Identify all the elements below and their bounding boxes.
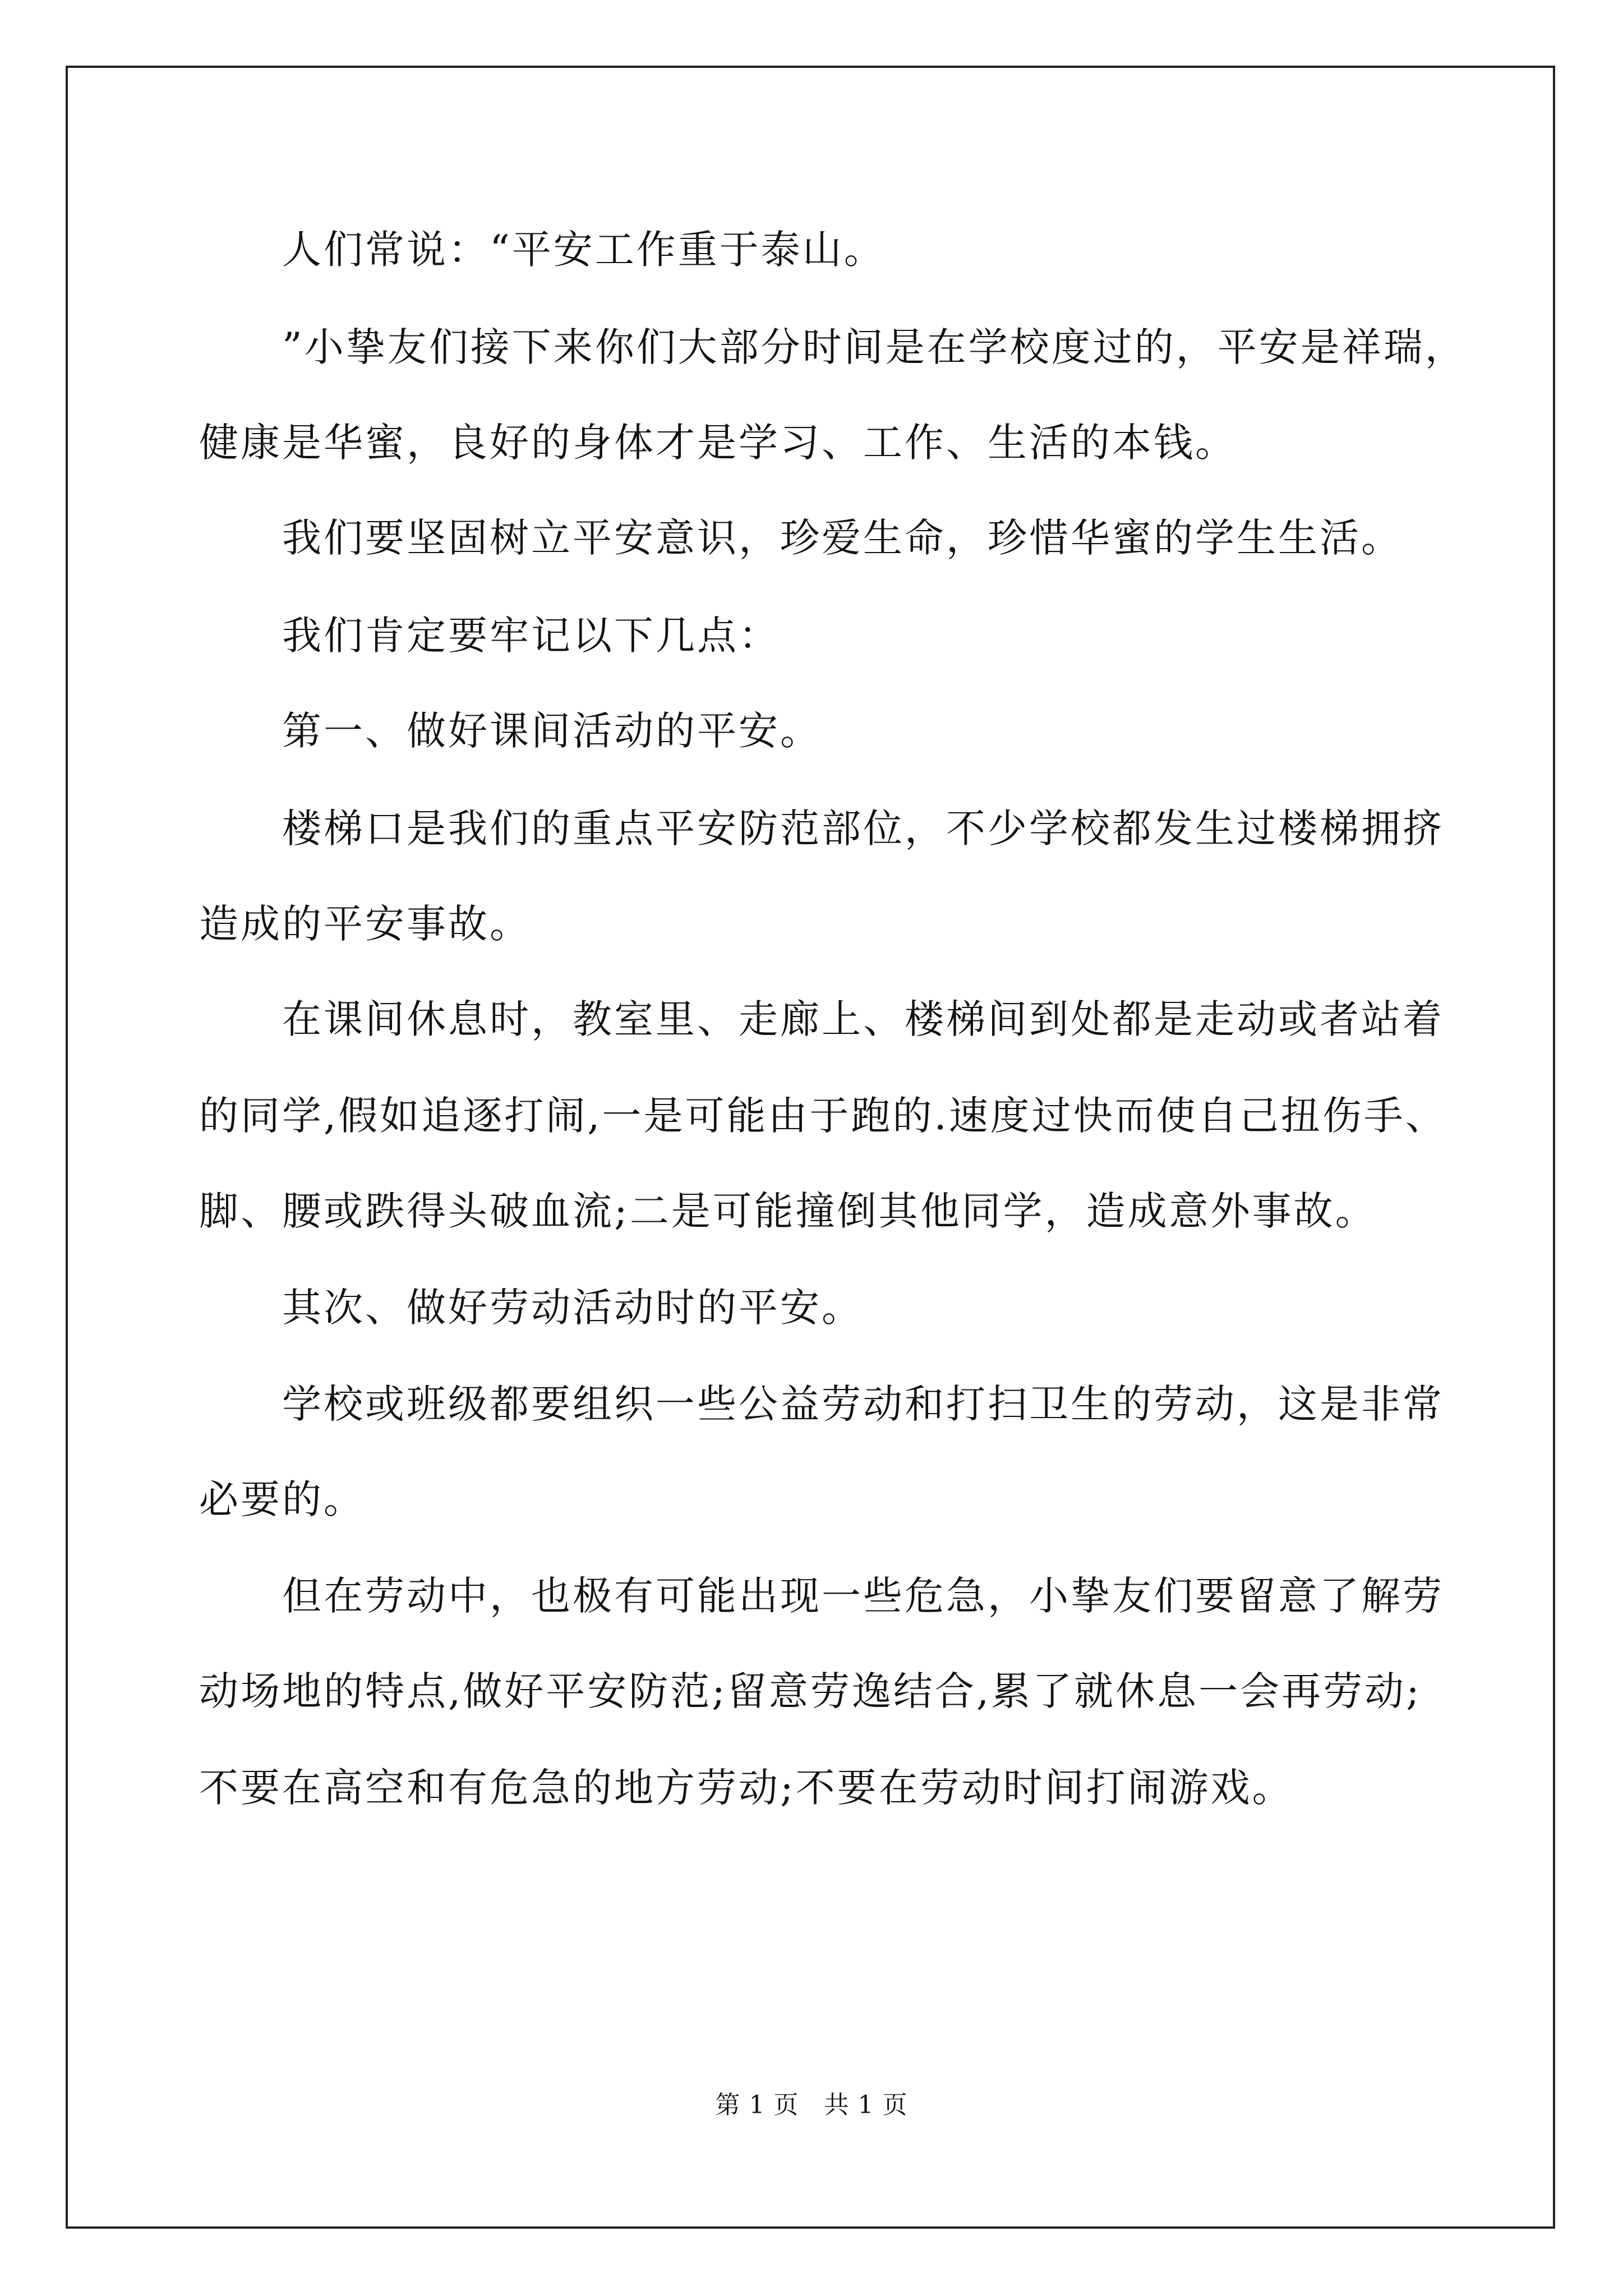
text-line: ”小挚友们接下来你们大部分时间是在学校度过的，平安是祥瑞， (282, 324, 1467, 370)
page-border (66, 66, 1555, 2229)
text-line: 造成的平安事故。 (199, 901, 531, 947)
text-line: 必要的。 (199, 1476, 365, 1522)
text-line: 我们肯定要牢记以下几点： (282, 613, 780, 659)
text-line: 第一、做好课间活动的平安。 (282, 708, 822, 754)
text-line: 脚、腰或跌得头破血流;二是可能撞倒其他同学，造成意外事故。 (199, 1188, 1377, 1234)
text-line: 其次、做好劳动活动时的平安。 (282, 1285, 863, 1331)
text-line: 动场地的特点,做好平安防范;留意劳逸结合,累了就休息一会再劳动; (199, 1668, 1422, 1714)
text-line: 在课间休息时，教室里、走廊上、楼梯间到处都是走动或者站着 (282, 996, 1444, 1042)
page-number-footer: 第 1 页 共 1 页 (715, 2091, 908, 2119)
text-line: 但在劳动中，也极有可能出现一些危急，小挚友们要留意了解劳 (282, 1573, 1444, 1619)
text-line: 不要在高空和有危急的地方劳动;不要在劳动时间打闹游戏。 (199, 1765, 1294, 1811)
text-line: 健康是华蜜，良好的身体才是学习、工作、生活的本钱。 (199, 420, 1237, 466)
text-line: 的同学,假如追逐打闹,一是可能由于跑的.速度过快而使自己扭伤手、 (199, 1093, 1447, 1139)
text-line: 人们常说：“平安工作重于泰山。 (282, 227, 886, 273)
text-line: 楼梯口是我们的重点平安防范部位，不少学校都发生过楼梯拥挤 (282, 806, 1444, 852)
text-line: 我们要坚固树立平安意识，珍爱生命，珍惜华蜜的学生生活。 (282, 515, 1403, 561)
text-line: 学校或班级都要组织一些公益劳动和打扫卫生的劳动，这是非常 (282, 1381, 1444, 1427)
